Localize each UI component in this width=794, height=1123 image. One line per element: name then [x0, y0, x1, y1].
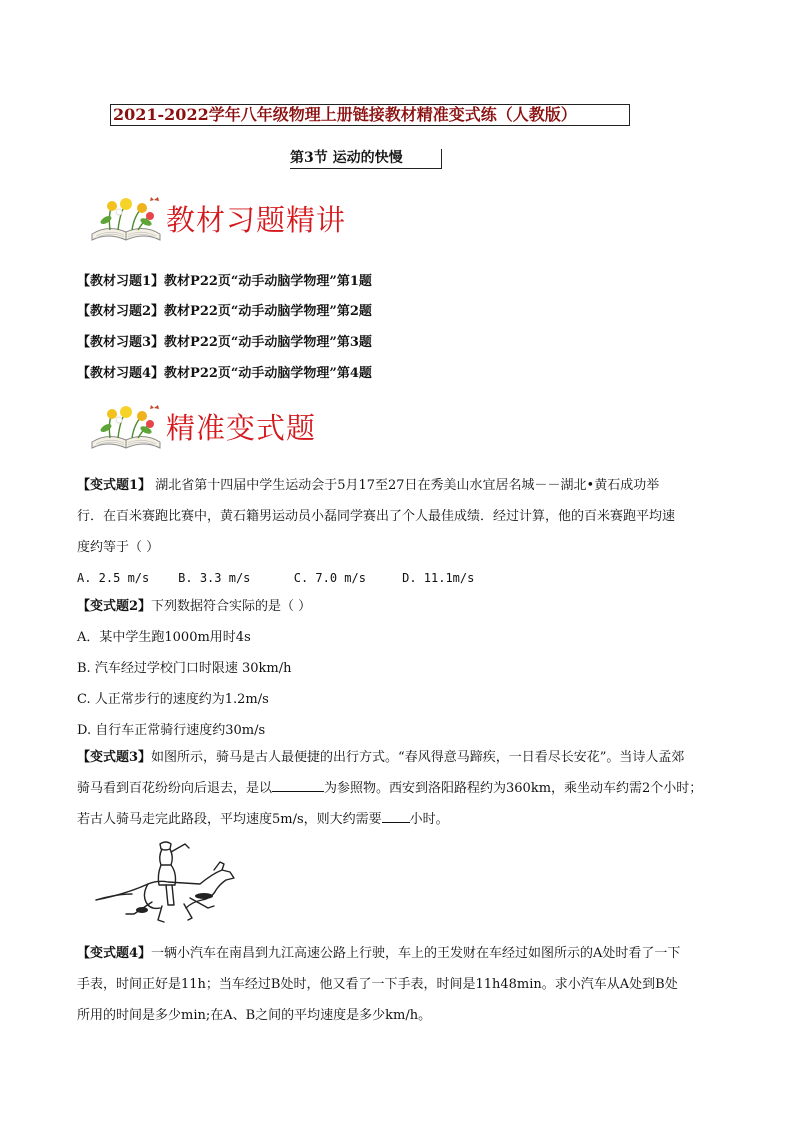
question-text: 为参照物。西安到洛阳路程约为360km，乘坐动车约需2个小时； — [324, 781, 703, 796]
question-2 — [77, 591, 727, 746]
banner-heading: 精准变式题 — [166, 411, 317, 445]
question-text: 行．在百米赛跑比赛中，黄石籍男运动员小磊同学赛出了个人最佳成绩．经过计算，他的百米赛跑平均速 — [77, 509, 676, 524]
banner-heading: 教材习题精讲 — [166, 203, 347, 237]
question-text: 如图所示，骑马是古人最便捷的出行方式。“春风得意马蹄疾，一日看尽长安花”。当诗人孟郊 — [151, 750, 685, 765]
question-text: 下列数据符合实际的是（ ） — [151, 599, 312, 614]
option-a: A．某中学生跑1000m用时4s — [77, 630, 251, 645]
horse-rider-illustration — [92, 838, 240, 924]
textbook-exercise-4: 【教材习题4】教材P22页“动手动脑学物理”第4题 — [77, 366, 372, 381]
question-tag: 【变式题3】 — [77, 750, 152, 765]
question-text: 一辆小汽车在南昌到九江高速公路上行驶，车上的王发财在车经过如图所示的A处时看了一下 — [151, 946, 681, 961]
question-text: 湖北省第十四届中学生运动会于5月17至27日在秀美山水宜居名城－－湖北•黄石成功举 — [155, 478, 660, 493]
textbook-exercise-2: 【教材习题2】教材P22页“动手动脑学物理”第2题 — [77, 304, 372, 319]
question-tag: 【变式题4】 — [77, 946, 152, 961]
question-text: 小时。 — [409, 812, 449, 827]
question-3 — [77, 742, 727, 835]
section-banner-textbook — [88, 192, 388, 248]
answer-blank — [272, 779, 324, 792]
question-tag: 【变式题2】 — [77, 599, 152, 614]
question-tag: 【变式题1】 — [77, 478, 152, 493]
document-title: 2021-2022学年八年级物理上册链接教材精准变式练（人教版） — [110, 104, 630, 126]
question-text: 骑马看到百花纷纷向后退去，是以 — [77, 781, 273, 796]
open-book-flowers-icon — [88, 402, 164, 454]
question-text: 度约等于（ ） — [77, 540, 160, 555]
question-options: A. 2.5 m/s B. 3.3 m/s C. 7.0 m/s D. 11.1m/s — [77, 571, 475, 585]
question-text: 所用的时间是多少min;在A、B之间的平均速度是多少km/h。 — [77, 1008, 432, 1023]
textbook-exercise-1: 【教材习题1】教材P22页“动手动脑学物理”第1题 — [77, 274, 372, 289]
question-text: 若古人骑马走完此路段，平均速度5m/s，则大约需要 — [77, 812, 382, 827]
textbook-exercise-3: 【教材习题3】教材P22页“动手动脑学物理”第3题 — [77, 335, 372, 350]
section-banner-variants — [88, 400, 388, 456]
answer-blank — [382, 810, 410, 823]
question-text: 手表，时间正好是11h；当车经过B处时，他又看了一下手表，时间是11h48min。求小汽车从A处到B处 — [77, 977, 678, 992]
option-b: B. 汽车经过学校门口时限速 30km/h — [77, 661, 292, 676]
section-title: 第3节 运动的快慢 — [290, 149, 442, 169]
question-4 — [77, 938, 727, 1031]
option-c: C. 人正常步行的速度约为1.2m/s — [77, 692, 269, 707]
option-d: D. 自行车正常骑行速度约30m/s — [77, 723, 266, 738]
open-book-flowers-icon — [88, 194, 164, 246]
question-1 — [77, 470, 727, 594]
